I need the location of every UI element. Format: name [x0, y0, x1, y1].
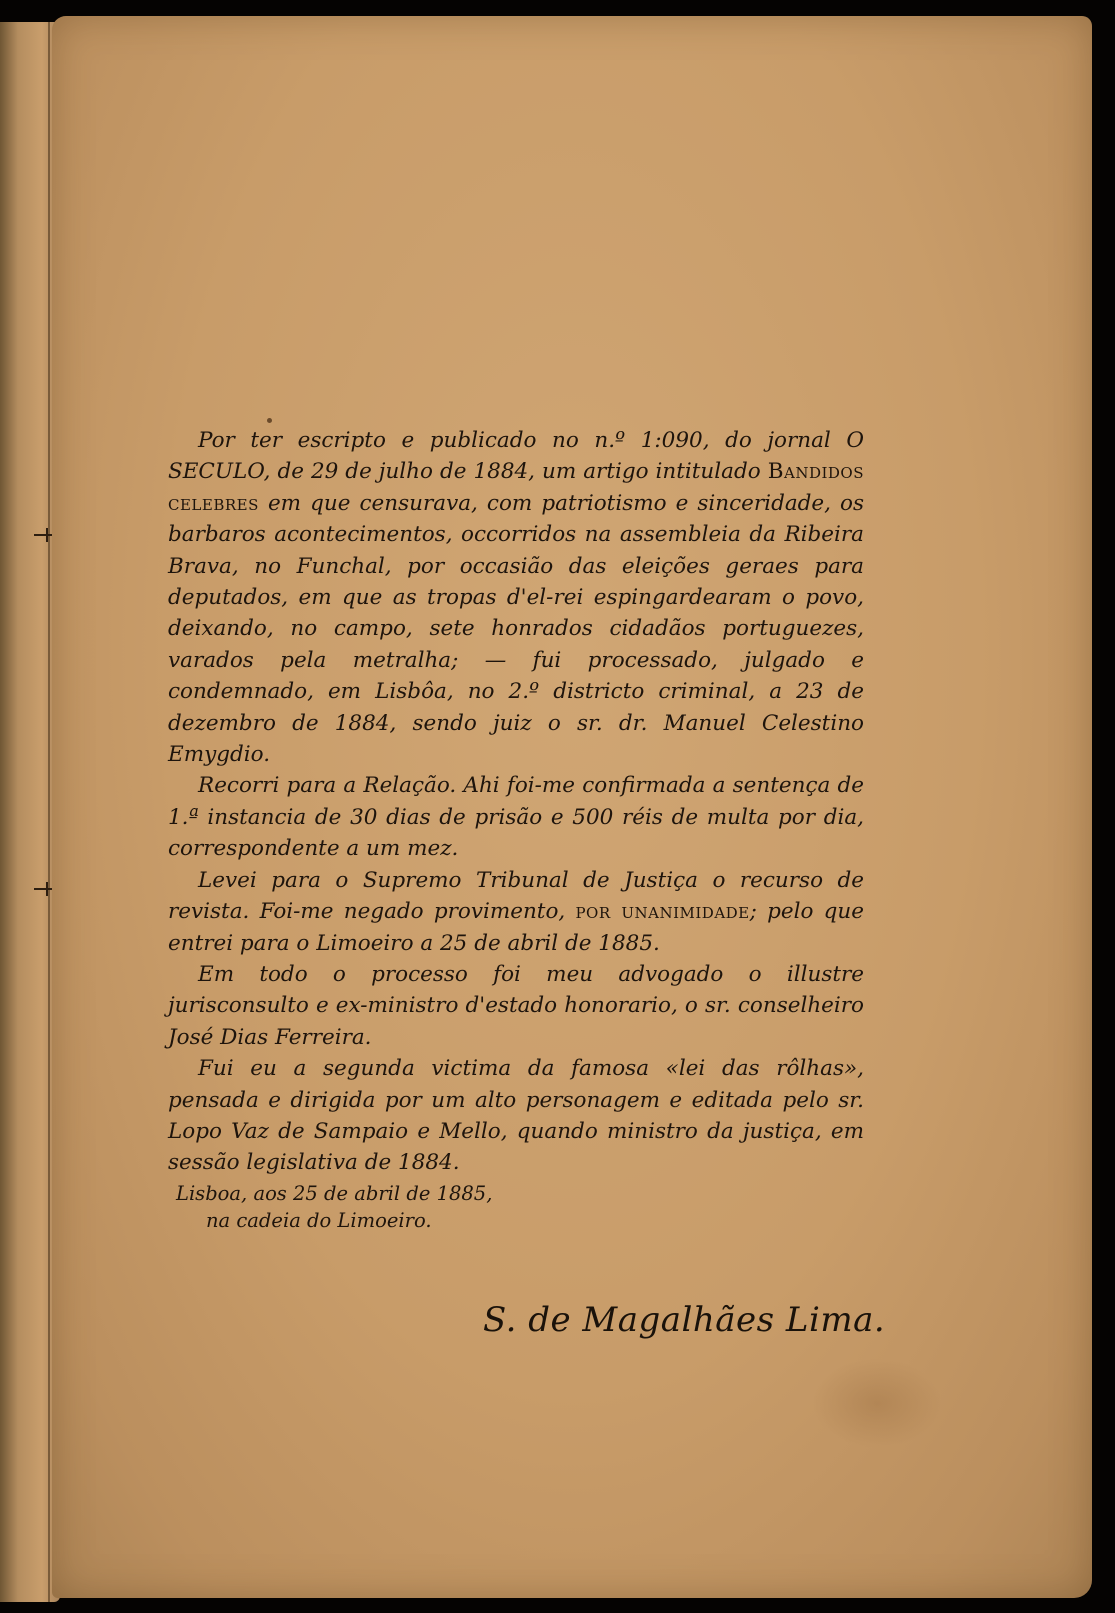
paragraph-1: [168, 425, 864, 770]
paragraph-2: Recorri para a Relação. Ahi foi-me confirmada a sentença de 1.ª instancia de 30 dias de prisão e 500 réis de multa por dia, correspondente a um mez.: [168, 773, 864, 862]
dateline-location: na cadeia do Limoeiro.: [206, 1209, 432, 1232]
paragraph-3: [168, 865, 864, 959]
paragraph-3-text-a: Levei para o Supremo Tribunal de Justiça o recurso de revista. Foi-me negado provimento,: [168, 867, 864, 925]
statement-text: [168, 425, 864, 1179]
dateline-place-date: Lisboa, aos 25 de abril de 1885,: [176, 1182, 493, 1205]
paragraph-1-text-a: Por ter escripto e publicado no n.º 1:090, do jornal O SECULO, de 29 de julho de 1884, um artigo intitulado: [168, 428, 864, 485]
article-title: Bandidos celebres: [168, 459, 864, 516]
page-fold-line: [48, 22, 50, 1602]
paper-speck: [267, 418, 272, 423]
paragraph-3-text-b: ; pelo que entrei para o Limoeiro a 25 de abril de 1885.: [168, 899, 864, 956]
paragraph-4: Em todo o processo foi meu advogado o illustre jurisconsulto e ex-ministro d'estado honorario, o sr. conselheiro José Dias Ferreira.: [168, 961, 864, 1050]
unanimity-emphasis: por unanimidade: [575, 899, 750, 925]
author-signature: S. de Magalhães Lima.: [483, 1300, 886, 1340]
paragraph-1-text-b: em que censurava, com patriotismo e sinceridade, os barbaros acontecimentos, occorridos na assembleia da Ribeira Brava, no Funchal, por occasião das eleições geraes para deputados, em que as tropas d'el-rei espingardearam o povo, deixando, no campo, sete honrados cidadãos portuguezes, varados pela metralha; — fui processado, julgado e condemnado, em Lisbôa, no 2.º districto criminal, a 23 de dezembro de 1884, sendo juiz o sr. dr. Manuel Celestino Emygdio.: [168, 490, 864, 768]
facing-page-edge: [0, 22, 60, 1602]
paragraph-5: Fui eu a segunda victima da famosa «lei das rôlhas», pensada e dirigida por um alto personagem e editada pelo sr. Lopo Vaz de Sampaio e Mello, quando ministro da justiça, em sessão legislativa de 1884.: [168, 1056, 864, 1176]
dateline: [176, 1180, 492, 1234]
